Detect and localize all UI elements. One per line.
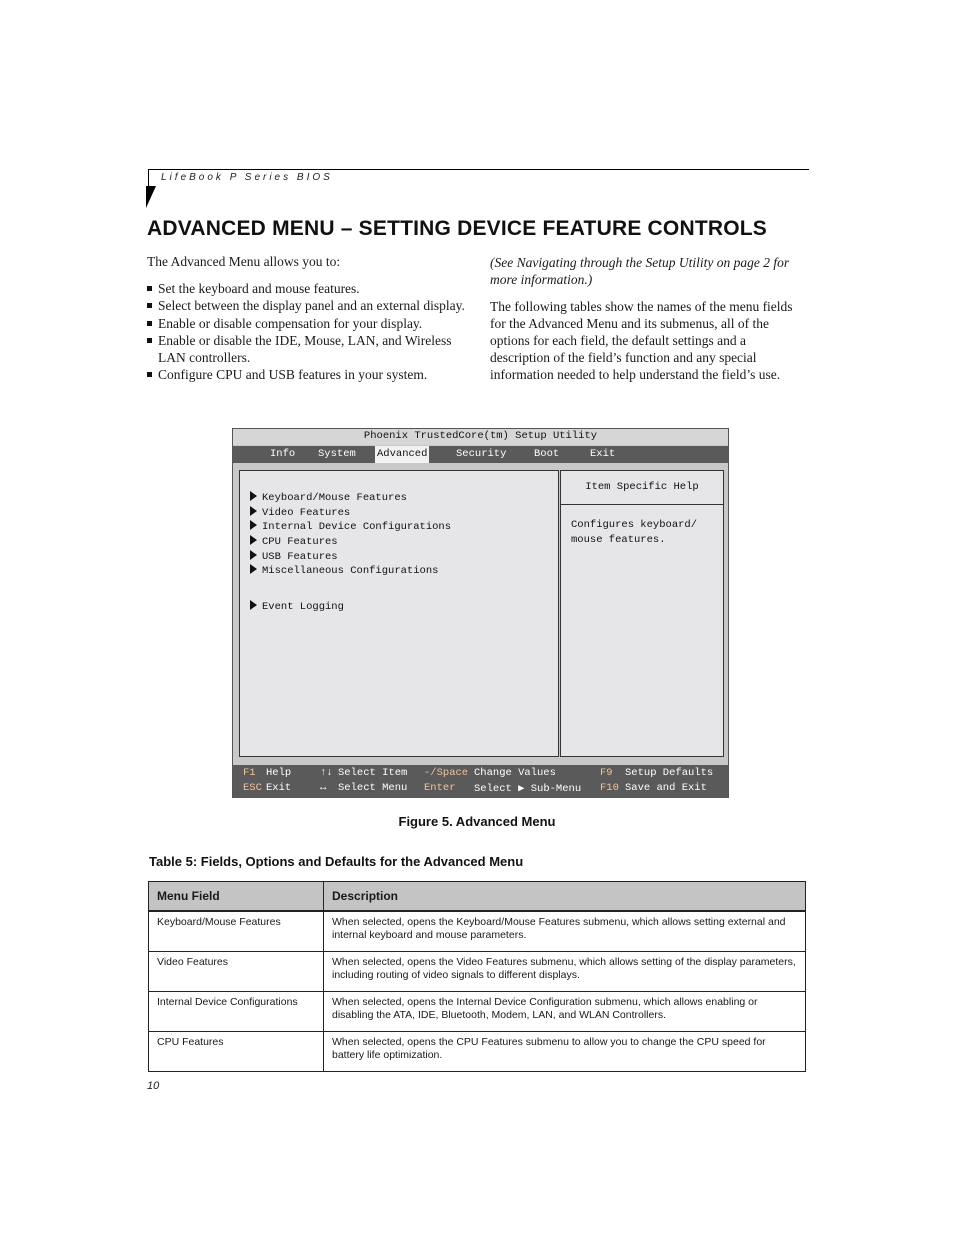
cell-description: When selected, opens the Internal Device Configuration submenu, which allows enabling or disabling the ATA, IDE, Bluetooth, Modem, LAN, and WLAN Controllers. [324,992,806,1032]
table-header-row [149,882,806,912]
help-text: Configures keyboard/ mouse features. [571,519,698,546]
table-row [149,952,806,992]
tab-security[interactable]: Security [456,448,507,460]
column-header-menu-field: Menu Field [149,882,324,912]
key-change-values-label: Change Values [474,767,556,779]
key-f9: F9 [600,767,613,779]
tab-exit[interactable]: Exit [590,448,616,460]
bios-menu-bar [233,446,728,463]
menu-item-label: Internal Device Configurations [262,521,452,533]
list-item: Configure CPU and USB features in your system. [147,367,467,384]
advanced-menu-table [148,881,806,1072]
key-change-values: -/Space [424,767,469,779]
table-row [149,911,806,952]
key-left-right-label: Select Menu [338,782,408,794]
menu-item-label: Miscellaneous Configurations [262,565,439,577]
list-item: Select between the display panel and an external display. [147,298,467,315]
key-up-down-label: Select Item [338,767,408,779]
key-f9-label: Setup Defaults [625,767,714,779]
column-header-description: Description [324,882,806,912]
table-row [149,992,806,1032]
tab-system[interactable]: System [318,448,356,460]
cell-description: When selected, opens the CPU Features submenu to allow you to change the CPU speed for battery life optimization. [324,1032,806,1072]
header-corner-mark [146,186,156,208]
help-title: Item Specific Help [561,471,723,505]
menu-item-label: Video Features [262,507,351,519]
cell-description: When selected, opens the Keyboard/Mouse Features submenu, which allows setting external and internal keyboard and mouse parameters. [324,911,806,952]
submenu-arrow-icon [250,564,257,574]
key-f10-label: Save and Exit [625,782,707,794]
page-number: 10 [147,1080,160,1092]
header-rule [148,169,809,170]
submenu-arrow-icon [250,506,257,516]
key-esc: ESC [243,782,262,794]
key-enter-label: Select ▶ Sub-Menu [474,783,582,795]
submenu-arrow-icon [250,600,257,610]
menu-item-label: CPU Features [262,536,338,548]
menu-item-misc[interactable] [250,564,438,579]
menu-item-label: Event Logging [262,601,344,613]
cell-description: When selected, opens the Video Features submenu, which allows setting of the display parameters, including routing of video signals to different displays. [324,952,806,992]
menu-item-usb[interactable] [250,550,338,565]
bios-title: Phoenix TrustedCore(tm) Setup Utility [233,429,728,445]
submenu-arrow-icon [250,520,257,530]
intro-left-column [147,254,467,385]
submenu-arrow-icon [250,550,257,560]
feature-list [147,281,467,384]
key-enter: Enter [424,782,456,794]
cell-menu-field: CPU Features [149,1032,324,1072]
key-f1: F1 [243,767,256,779]
cell-menu-field: Video Features [149,952,324,992]
header-vertical-rule [148,169,149,186]
list-item: Set the keyboard and mouse features. [147,281,467,298]
intro-right-column [490,254,808,393]
submenu-arrow-icon [250,535,257,545]
tab-boot[interactable]: Boot [534,448,560,460]
key-esc-label: Exit [266,782,292,794]
list-item: Enable or disable the IDE, Mouse, LAN, and Wireless LAN controllers. [147,333,467,366]
bios-key-legend [233,765,728,798]
figure-caption: Figure 5. Advanced Menu [398,814,556,829]
menu-item-label: USB Features [262,551,338,563]
table-caption: Table 5: Fields, Options and Defaults for the Advanced Menu [149,854,524,869]
page-title: ADVANCED MENU – SETTING DEVICE FEATURE CONTROLS [147,217,767,240]
bios-screen [232,428,729,798]
menu-item-internal-devices[interactable] [250,520,451,535]
key-left-right: ↔ [320,782,327,794]
tables-paragraph: The following tables show the names of the menu fields for the Advanced Menu and its submenus, all of the options for each field, the default settings and a description of the field’s function and any special information needed to help understand the field’s use. [490,299,793,382]
menu-item-keyboard-mouse[interactable] [250,491,407,506]
key-f10: F10 [600,782,619,794]
cell-menu-field: Keyboard/Mouse Features [149,911,324,952]
table-row [149,1032,806,1072]
running-head: LifeBook P Series BIOS [161,172,333,183]
key-f1-label: Help [266,767,292,779]
bios-help-panel [560,470,724,757]
list-item: Enable or disable compensation for your display. [147,316,467,333]
menu-item-event-logging[interactable] [250,600,344,615]
intro-lead: The Advanced Menu allows you to: [147,254,341,269]
menu-item-cpu[interactable] [250,535,338,550]
menu-item-label: Keyboard/Mouse Features [262,492,407,504]
tab-info[interactable]: Info [270,448,296,460]
bios-menu-panel [239,470,559,757]
menu-item-video[interactable] [250,506,350,521]
tab-advanced[interactable]: Advanced [375,446,429,463]
submenu-arrow-icon [250,491,257,501]
cell-menu-field: Internal Device Configurations [149,992,324,1032]
key-up-down: ↑↓ [320,767,333,779]
navigation-note: (See Navigating through the Setup Utility on page 2 for more information.) [490,255,790,287]
